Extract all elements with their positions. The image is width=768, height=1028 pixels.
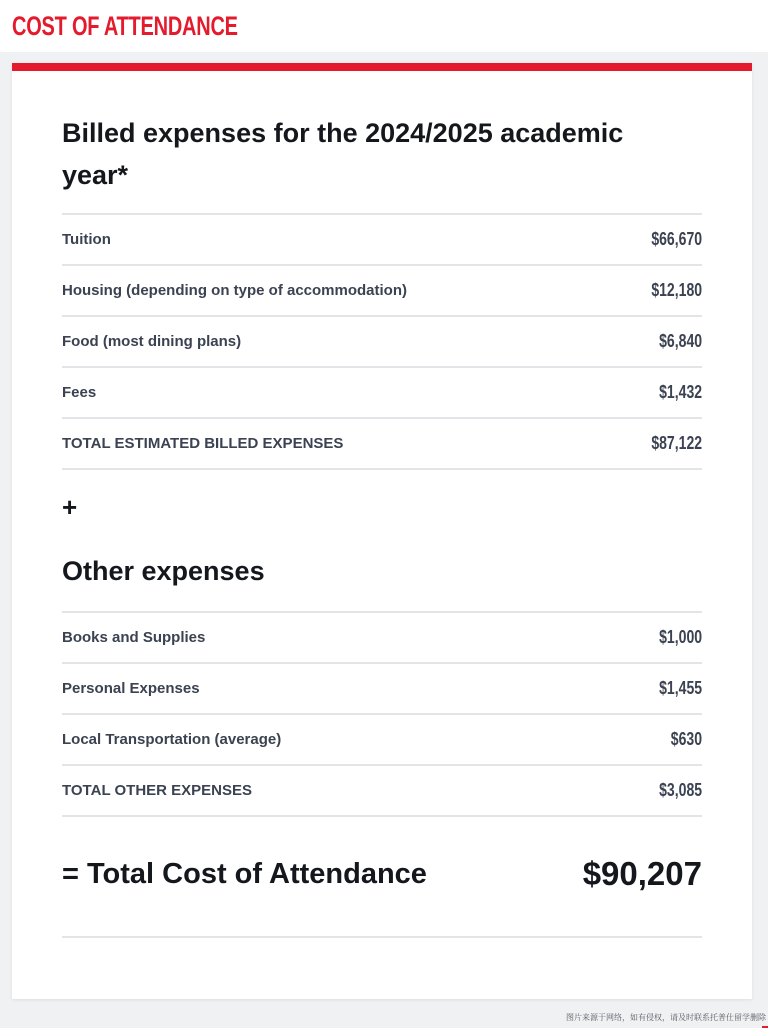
row-value: $12,180 bbox=[651, 280, 702, 300]
table-row bbox=[62, 664, 702, 715]
other-expenses-table bbox=[62, 611, 702, 817]
billed-expenses-heading: Billed expenses for the 2024/2025 academic year* bbox=[62, 118, 624, 190]
row-label: Books and Supplies bbox=[62, 629, 206, 646]
section-title: COST OF ATTENDANCE bbox=[12, 11, 238, 41]
divider bbox=[62, 936, 702, 938]
row-value: $87,122 bbox=[651, 433, 702, 453]
row-label: Tuition bbox=[62, 231, 111, 248]
row-label: Local Transportation (average) bbox=[62, 731, 282, 748]
row-label: Fees bbox=[62, 384, 97, 401]
total-cost-value: $90,207 bbox=[582, 855, 702, 892]
table-row bbox=[62, 368, 702, 419]
row-value: $1,455 bbox=[659, 678, 702, 698]
total-cost-row bbox=[62, 855, 702, 893]
row-value: $1,432 bbox=[659, 382, 702, 402]
billed-expenses-table bbox=[62, 213, 702, 470]
table-row bbox=[62, 266, 702, 317]
table-row bbox=[62, 613, 702, 664]
row-label: Housing (depending on type of accommodation) bbox=[62, 282, 407, 299]
page-header-band bbox=[0, 0, 768, 52]
billed-total-row bbox=[62, 419, 702, 470]
cost-card bbox=[12, 63, 752, 999]
row-value: $6,840 bbox=[659, 331, 702, 351]
other-expenses-heading: Other expenses bbox=[62, 556, 265, 586]
table-row bbox=[62, 317, 702, 368]
table-row bbox=[62, 215, 702, 266]
watermark-note: 图片来源于网络，如有侵权，请及时联系托普仕留学删除 bbox=[566, 1013, 766, 1022]
row-label: Personal Expenses bbox=[62, 680, 200, 697]
row-value: $630 bbox=[670, 729, 702, 749]
row-label: TOTAL OTHER EXPENSES bbox=[62, 782, 253, 799]
total-cost-label: = Total Cost of Attendance bbox=[62, 857, 427, 890]
row-label: TOTAL ESTIMATED BILLED EXPENSES bbox=[62, 435, 344, 452]
table-row bbox=[62, 715, 702, 766]
other-total-row bbox=[62, 766, 702, 817]
row-label: Food (most dining plans) bbox=[62, 333, 242, 350]
row-value: $66,670 bbox=[651, 229, 702, 249]
row-value: $3,085 bbox=[659, 780, 702, 800]
row-value: $1,000 bbox=[659, 627, 702, 647]
plus-sign: + bbox=[62, 492, 78, 522]
